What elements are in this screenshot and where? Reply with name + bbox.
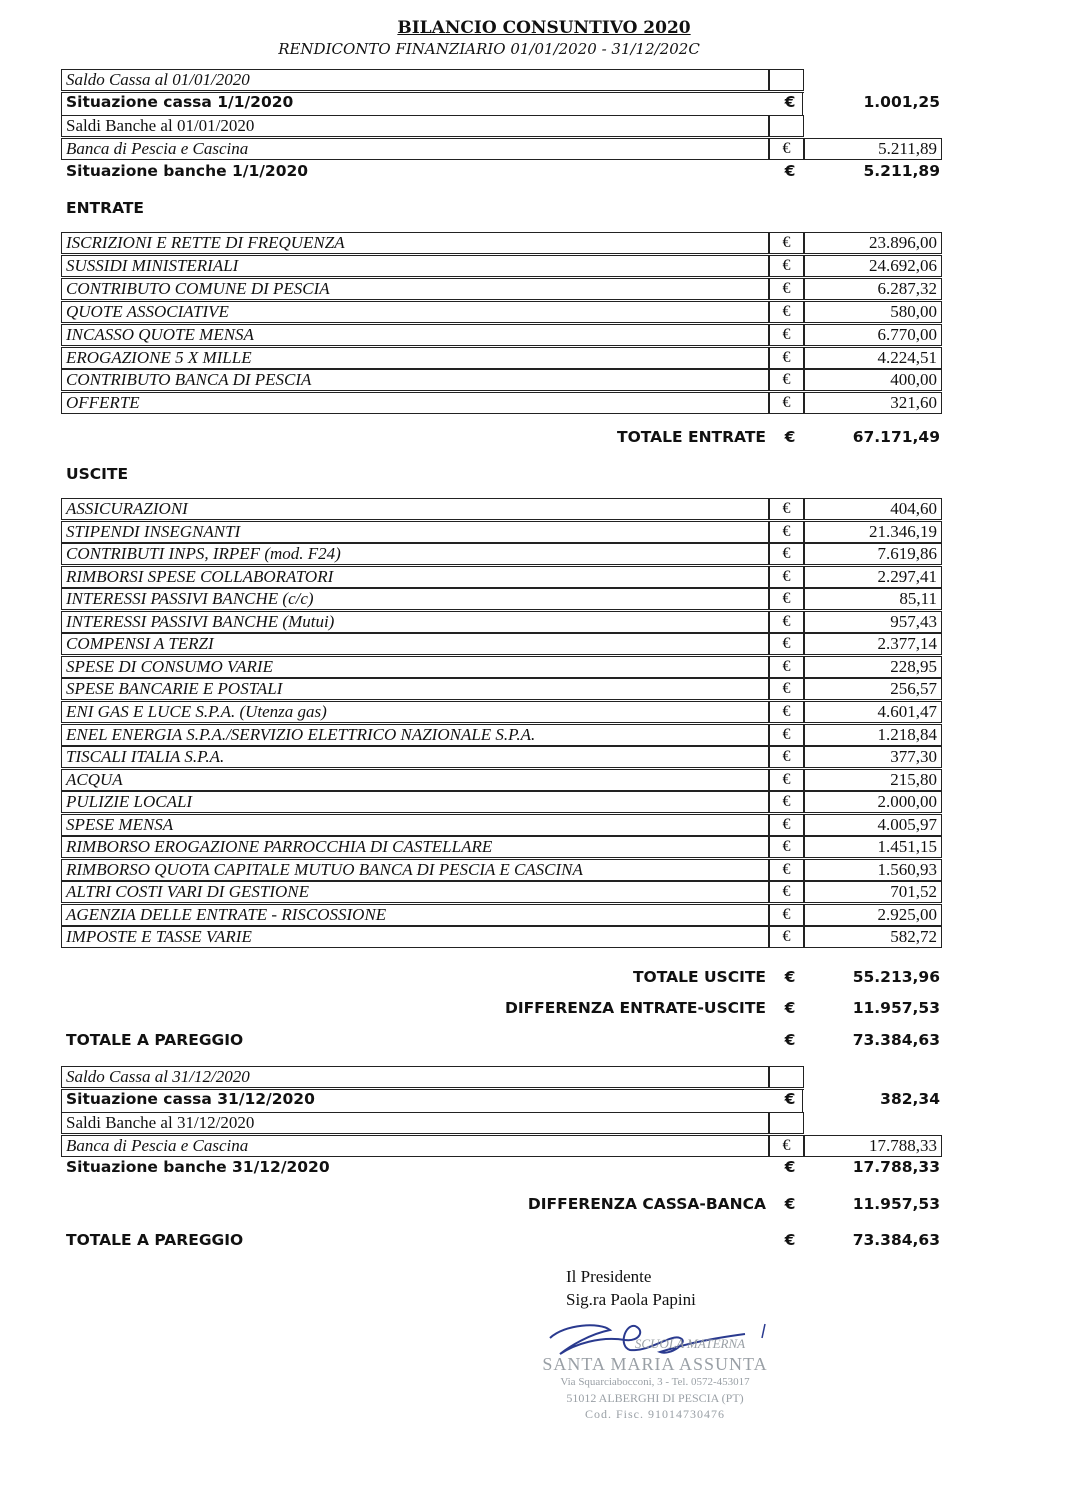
entrate-row-currency: € [769, 392, 804, 414]
uscite-row-currency: € [769, 881, 804, 903]
entrate-row-label: CONTRIBUTO BANCA DI PESCIA [61, 369, 769, 391]
situazione-banche-close-label: Situazione banche 31/12/2020 [66, 1158, 330, 1176]
uscite-row-value: 404,60 [804, 498, 942, 520]
uscite-row-currency: € [769, 836, 804, 858]
uscite-row-value: 701,52 [804, 881, 942, 903]
stamp-line-1: SCUOLA MATERNA [634, 1336, 746, 1351]
entrate-row-label: EROGAZIONE 5 X MILLE [61, 347, 769, 369]
entrate-row-value: 6.287,32 [804, 278, 942, 300]
document-title: BILANCIO CONSUNTIVO 2020 [397, 18, 691, 38]
uscite-row-currency: € [769, 926, 804, 948]
totale-uscite-currency: € [784, 968, 796, 986]
situazione-banche-close-currency: € [784, 1158, 796, 1176]
entrate-row-currency: € [769, 301, 804, 323]
uscite-row-currency: € [769, 521, 804, 543]
totale-pareggio-2-label: TOTALE A PAREGGIO [66, 1231, 244, 1249]
entrate-row-value: 6.770,00 [804, 324, 942, 346]
saldo-cassa-open-label: Saldo Cassa al 01/01/2020 [61, 69, 769, 91]
entrate-row-label: INCASSO QUOTE MENSA [61, 324, 769, 346]
uscite-row-label: IMPOSTE E TASSE VARIE [61, 926, 769, 948]
uscite-row-value: 21.346,19 [804, 521, 942, 543]
differenza-cassa-banca-value: 11.957,53 [852, 1195, 940, 1213]
school-stamp [530, 1316, 780, 1436]
entrate-row-currency: € [769, 278, 804, 300]
signature-name: Sig.ra Paola Papini [566, 1290, 696, 1309]
saldi-banche-close-label: Saldi Banche al 31/12/2020 [61, 1112, 769, 1134]
stamp-line-2: SANTA MARIA ASSUNTA [542, 1354, 768, 1374]
totale-pareggio-1-label: TOTALE A PAREGGIO [66, 1031, 244, 1049]
divider [802, 1089, 803, 1113]
saldo-cassa-close-empty [769, 1066, 804, 1088]
uscite-row-value: 7.619,86 [804, 543, 942, 565]
totale-entrate-label: TOTALE ENTRATE [617, 428, 766, 446]
uscite-row-currency: € [769, 814, 804, 836]
uscite-row-currency: € [769, 543, 804, 565]
uscite-row-value: 2.297,41 [804, 566, 942, 588]
uscite-row-label: SPESE BANCARIE E POSTALI [61, 678, 769, 700]
uscite-row-value: 1.560,93 [804, 859, 942, 881]
banca-open-currency: € [769, 138, 804, 160]
stamp-line-4: 51012 ALBERGHI DI PESCIA (PT) [566, 1391, 744, 1405]
entrate-row-currency: € [769, 347, 804, 369]
uscite-row-value: 957,43 [804, 611, 942, 633]
uscite-row-label: SPESE MENSA [61, 814, 769, 836]
uscite-row-label: ACQUA [61, 769, 769, 791]
situazione-cassa-open-label: Situazione cassa 1/1/2020 [66, 93, 294, 111]
uscite-row-label: ENI GAS E LUCE S.P.A. (Utenza gas) [61, 701, 769, 723]
uscite-row-currency: € [769, 656, 804, 678]
differenza-cassa-banca-currency: € [784, 1195, 796, 1213]
totale-uscite-label: TOTALE USCITE [632, 968, 766, 986]
totale-pareggio-2-currency: € [784, 1231, 796, 1249]
stamp-line-5: Cod. Fisc. 91014730476 [584, 1407, 725, 1421]
banca-open-value: 5.211,89 [804, 138, 942, 160]
uscite-row-label: ASSICURAZIONI [61, 498, 769, 520]
saldi-banche-open-empty [769, 115, 804, 137]
divider [61, 1089, 62, 1113]
totale-pareggio-1-value: 73.384,63 [852, 1031, 940, 1049]
uscite-row-currency: € [769, 724, 804, 746]
situazione-banche-close-value: 17.788,33 [852, 1158, 940, 1176]
divider [802, 92, 803, 116]
entrate-row-label: OFFERTE [61, 392, 769, 414]
entrate-row-currency: € [769, 232, 804, 254]
differenza-cassa-banca-label: DIFFERENZA CASSA-BANCA [527, 1195, 766, 1213]
uscite-row-currency: € [769, 859, 804, 881]
uscite-row-currency: € [769, 769, 804, 791]
situazione-banche-open-currency: € [784, 162, 796, 180]
uscite-row-value: 1.451,15 [804, 836, 942, 858]
stamp-line-3: Via Squarciabocconi, 3 - Tel. 0572-453017 [560, 1376, 750, 1388]
situazione-cassa-open-currency: € [784, 93, 796, 111]
uscite-row-value: 215,80 [804, 769, 942, 791]
entrate-heading: ENTRATE [66, 199, 145, 217]
saldo-cassa-open-empty [769, 69, 804, 91]
entrate-row-currency: € [769, 369, 804, 391]
uscite-row-value: 2.377,14 [804, 633, 942, 655]
entrate-row-value: 24.692,06 [804, 255, 942, 277]
uscite-row-label: COMPENSI A TERZI [61, 633, 769, 655]
totale-entrate-currency: € [784, 428, 796, 446]
differenza-entrate-uscite-currency: € [784, 999, 796, 1017]
entrate-row-label: QUOTE ASSOCIATIVE [61, 301, 769, 323]
uscite-heading: USCITE [66, 465, 129, 483]
uscite-row-currency: € [769, 701, 804, 723]
situazione-cassa-close-currency: € [784, 1090, 796, 1108]
divider [61, 92, 804, 93]
saldi-banche-open-label: Saldi Banche al 01/01/2020 [61, 115, 769, 137]
entrate-row-label: ISCRIZIONI E RETTE DI FREQUENZA [61, 232, 769, 254]
uscite-row-label: RIMBORSO QUOTA CAPITALE MUTUO BANCA DI PESCIA E CASCINA [61, 859, 769, 881]
uscite-row-currency: € [769, 791, 804, 813]
uscite-row-value: 256,57 [804, 678, 942, 700]
entrate-row-value: 4.224,51 [804, 347, 942, 369]
totale-pareggio-2-value: 73.384,63 [852, 1231, 940, 1249]
uscite-row-currency: € [769, 904, 804, 926]
uscite-row-currency: € [769, 588, 804, 610]
entrate-row-label: CONTRIBUTO COMUNE DI PESCIA [61, 278, 769, 300]
entrate-row-value: 321,60 [804, 392, 942, 414]
saldi-banche-close-empty [769, 1112, 804, 1134]
totale-entrate-value: 67.171,49 [852, 428, 940, 446]
banca-close-value: 17.788,33 [804, 1135, 942, 1157]
uscite-row-label: RIMBORSI SPESE COLLABORATORI [61, 566, 769, 588]
situazione-cassa-close-value: 382,34 [880, 1090, 940, 1108]
uscite-row-currency: € [769, 678, 804, 700]
uscite-row-value: 1.218,84 [804, 724, 942, 746]
uscite-row-label: INTERESSI PASSIVI BANCHE (c/c) [61, 588, 769, 610]
divider [61, 92, 62, 116]
uscite-row-label: PULIZIE LOCALI [61, 791, 769, 813]
document-subtitle: RENDICONTO FINANZIARIO 01/01/2020 - 31/12/202C [278, 40, 700, 58]
totale-pareggio-1-currency: € [784, 1031, 796, 1049]
uscite-row-value: 228,95 [804, 656, 942, 678]
uscite-row-value: 582,72 [804, 926, 942, 948]
entrate-row-value: 23.896,00 [804, 232, 942, 254]
banca-open-label: Banca di Pescia e Cascina [61, 138, 769, 160]
entrate-row-value: 580,00 [804, 301, 942, 323]
uscite-row-currency: € [769, 498, 804, 520]
differenza-entrate-uscite-value: 11.957,53 [852, 999, 940, 1017]
differenza-entrate-uscite-label: DIFFERENZA ENTRATE-USCITE [504, 999, 766, 1017]
uscite-row-value: 2.925,00 [804, 904, 942, 926]
entrate-row-currency: € [769, 324, 804, 346]
uscite-row-label: ALTRI COSTI VARI DI GESTIONE [61, 881, 769, 903]
saldo-cassa-close-label: Saldo Cassa al 31/12/2020 [61, 1066, 769, 1088]
uscite-row-value: 377,30 [804, 746, 942, 768]
uscite-row-label: CONTRIBUTI INPS, IRPEF (mod. F24) [61, 543, 769, 565]
uscite-row-label: ENEL ENERGIA S.P.A./SERVIZIO ELETTRICO NAZIONALE S.P.A. [61, 724, 769, 746]
banca-close-label: Banca di Pescia e Cascina [61, 1135, 769, 1157]
uscite-row-label: SPESE DI CONSUMO VARIE [61, 656, 769, 678]
uscite-row-value: 85,11 [804, 588, 942, 610]
entrate-row-value: 400,00 [804, 369, 942, 391]
entrate-row-currency: € [769, 255, 804, 277]
uscite-row-label: INTERESSI PASSIVI BANCHE (Mutui) [61, 611, 769, 633]
uscite-row-currency: € [769, 611, 804, 633]
signature-role: Il Presidente [566, 1267, 652, 1286]
situazione-cassa-open-value: 1.001,25 [863, 93, 940, 111]
uscite-row-label: AGENZIA DELLE ENTRATE - RISCOSSIONE [61, 904, 769, 926]
uscite-row-value: 2.000,00 [804, 791, 942, 813]
entrate-row-label: SUSSIDI MINISTERIALI [61, 255, 769, 277]
divider [61, 1089, 804, 1090]
situazione-banche-open-label: Situazione banche 1/1/2020 [66, 162, 309, 180]
uscite-row-label: TISCALI ITALIA S.P.A. [61, 746, 769, 768]
uscite-row-label: STIPENDI INSEGNANTI [61, 521, 769, 543]
uscite-row-value: 4.005,97 [804, 814, 942, 836]
uscite-row-currency: € [769, 566, 804, 588]
situazione-banche-open-value: 5.211,89 [863, 162, 940, 180]
situazione-cassa-close-label: Situazione cassa 31/12/2020 [66, 1090, 315, 1108]
uscite-row-value: 4.601,47 [804, 701, 942, 723]
uscite-row-currency: € [769, 633, 804, 655]
uscite-row-label: RIMBORSO EROGAZIONE PARROCCHIA DI CASTELLARE [61, 836, 769, 858]
totale-uscite-value: 55.213,96 [852, 968, 940, 986]
uscite-row-currency: € [769, 746, 804, 768]
banca-close-currency: € [769, 1135, 804, 1157]
